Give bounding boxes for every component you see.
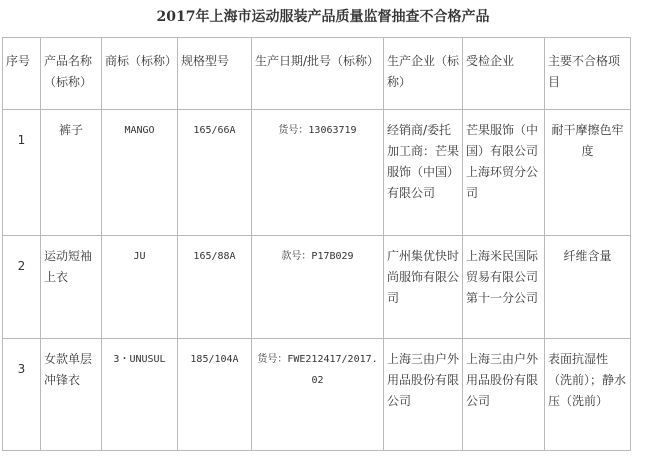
manufacturer: 上海三由户外用品股份有限公司 — [384, 339, 463, 451]
inspected-company: 上海三由户外用品股份有限公司 — [463, 339, 545, 451]
brand: 3・UNUSUL — [102, 339, 178, 451]
header-cell: 生产日期/批号（标称） — [252, 38, 384, 110]
product-name: 裤子 — [41, 110, 102, 236]
unqualified-products-table — [2, 37, 631, 451]
brand: JU — [102, 236, 178, 339]
defect-item: 耐干摩擦色牢度 — [545, 110, 631, 236]
header-cell: 生产企业（标称） — [384, 38, 463, 110]
table-row — [3, 110, 631, 236]
manufacturer: 广州集优快时尚服饰有限公司 — [384, 236, 463, 339]
row-number: 1 — [3, 110, 41, 236]
spec: 165/66A — [178, 110, 252, 236]
header-cell: 序号 — [3, 38, 41, 110]
header-cell: 主要不合格项目 — [545, 38, 631, 110]
row-number: 3 — [3, 339, 41, 451]
defect-item: 表面抗湿性（洗前）；静水压（洗前） — [545, 339, 631, 451]
inspected-company: 上海米民国际贸易有限公司第十一分公司 — [463, 236, 545, 339]
batch-number: 货号：FWE212417/2017.02 — [252, 339, 384, 451]
batch-number: 货号：13063719 — [252, 110, 384, 236]
header-cell: 受检企业 — [463, 38, 545, 110]
product-name: 女款单层冲锋衣 — [41, 339, 102, 451]
page-title: 2017年上海市运动服装产品质量监督抽查不合格产品 — [156, 9, 490, 25]
manufacturer: 经销商/委托加工商：芒果服饰（中国）有限公司 — [384, 110, 463, 236]
header-cell: 规格型号 — [178, 38, 252, 110]
table-header-row — [3, 38, 631, 110]
product-name: 运动短袖上衣 — [41, 236, 102, 339]
batch-number: 款号：P17B029 — [252, 236, 384, 339]
header-cell: 产品名称（标称） — [41, 38, 102, 110]
inspected-company: 芒果服饰（中国）有限公司上海环贸分公司 — [463, 110, 545, 236]
defect-item: 纤维含量 — [545, 236, 631, 339]
row-number: 2 — [3, 236, 41, 339]
spec: 185/104A — [178, 339, 252, 451]
brand: MANGO — [102, 110, 178, 236]
table-row — [3, 236, 631, 339]
table-row — [3, 339, 631, 451]
header-cell: 商标（标称） — [102, 38, 178, 110]
spec: 165/88A — [178, 236, 252, 339]
